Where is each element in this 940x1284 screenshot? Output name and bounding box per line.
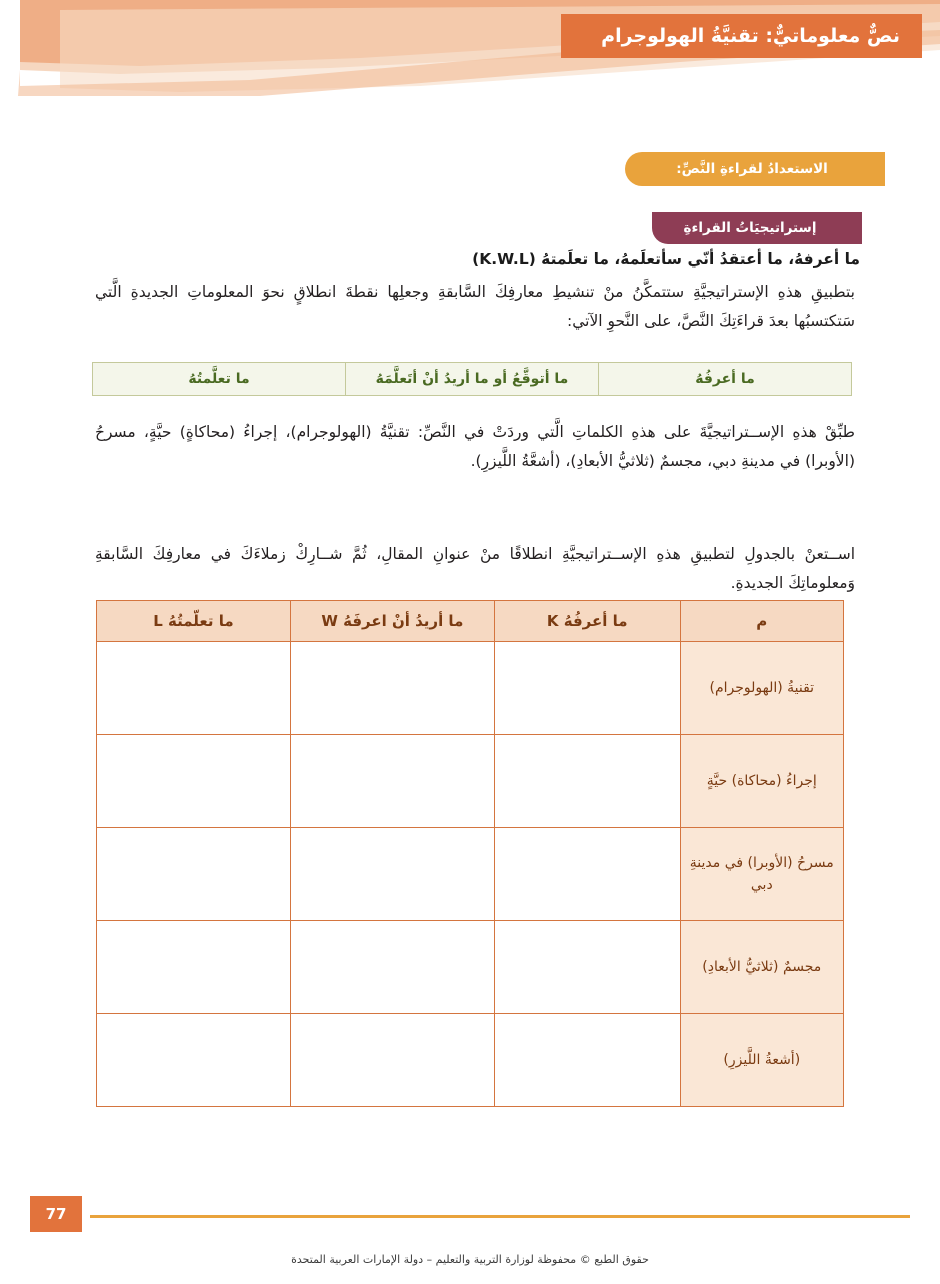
cell-know[interactable] — [494, 735, 680, 828]
row-label: (أشعةُ اللَّيزرِ) — [680, 1014, 843, 1107]
cell-learned[interactable] — [97, 1014, 291, 1107]
cell-want[interactable] — [290, 828, 494, 921]
cell-want[interactable] — [290, 642, 494, 735]
cell-learned[interactable] — [97, 921, 291, 1014]
badge-ready-label: الاستعدادُ لقراءةِ النَّصِّ: — [676, 161, 828, 177]
row-label: مسرحُ (الأوبرا) في مدينةِ دبي — [680, 828, 843, 921]
table-row — [97, 828, 844, 921]
header-cell-index: م — [680, 601, 843, 642]
page-number: 77 — [45, 1205, 67, 1223]
header-cell-want: ما أريدُ أنْ اعرفَهُ W — [290, 601, 494, 642]
paragraph-use-table: اســتعنْ بالجدولِ لتطبيقِ هذهِ الإســتراتيجيَّةِ انطلاقًا منْ عنوانِ المقالِ، ثُمَّ شــارِكْ زملاءَكَ في معارفِكَ السَّابقةِ وَمعلوماتِكَ الجديدةِ. — [95, 545, 855, 592]
strip-cell-known: ما أعرفُهُ — [599, 363, 852, 396]
badge-strategies-label: إستراتيجيَاتُ القراءةِ — [683, 220, 817, 236]
paragraph-intro: بتطبيقِ هذهِ الإستراتيجيَّةِ ستتمكَّنُ منْ تنشيطِ معارفِكَ السَّابقةِ وجعلِها نقطةَ انطلاقٍ نحوَ المعلوماتِ الجديدةِ الَّتي سَتكتسبُها بعدَ قراءَتِكَ النَّصَّ، على النَّحوِ الآتي: — [95, 283, 855, 330]
cell-know[interactable] — [494, 642, 680, 735]
cell-learned[interactable] — [97, 642, 291, 735]
cell-know[interactable] — [494, 921, 680, 1014]
table-row — [97, 1014, 844, 1107]
header-cell-know: ما أعرفُهُ K — [494, 601, 680, 642]
row-label: إجراءُ (محاكاة) حيَّةٍ — [680, 735, 843, 828]
page-title: نصٌّ معلوماتيٌّ: تقنيَّةُ الهولوجرام — [601, 25, 900, 47]
row-label: مجسمٌ (ثلاثيُّ الأبعادِ) — [680, 921, 843, 1014]
cell-want[interactable] — [290, 1014, 494, 1107]
strip-cell-learned: ما تعلَّمتُهُ — [93, 363, 346, 396]
table-row — [97, 735, 844, 828]
page-number-badge — [30, 1196, 82, 1232]
table-row — [93, 363, 852, 396]
cell-know[interactable] — [494, 828, 680, 921]
page-header — [0, 0, 940, 100]
cell-learned[interactable] — [97, 828, 291, 921]
strategy-strip-table — [92, 362, 852, 396]
footer-divider — [90, 1215, 910, 1218]
cell-know[interactable] — [494, 1014, 680, 1107]
cell-learned[interactable] — [97, 735, 291, 828]
status-badge-ready — [625, 152, 885, 186]
header-cell-learned: ما تعلّمتُهُ L — [97, 601, 291, 642]
kwl-worksheet-table — [96, 600, 844, 1107]
row-label: تقنيةُ (الهولوجرام) — [680, 642, 843, 735]
strip-cell-want: ما أتوقَّعُ أو ما أريدُ أنْ أتَعلَّمَهُ — [346, 363, 599, 396]
table-row — [97, 642, 844, 735]
kwl-heading: ما أعرفهُ، ما أعتقدُ أنّي سأتعلَمهُ، ما تعلَمتهُ (K.W.L) — [472, 250, 860, 268]
cell-want[interactable] — [290, 921, 494, 1014]
header-title-tab — [561, 14, 922, 58]
paragraph-apply-words: طبِّقْ هذهِ الإســتراتيجيَّةَ على هذهِ الكلماتِ الَّتي وردَتْ في النَّصِّ: تقنيَّةُ (الهولوجرام)، إجراءُ (محاكاةٍ) حيَّةٍ، مسرحُ (الأوبرا) في مدينةِ دبي، مجسمٌ (ثلاثيُّ الأبعادِ)، (أشعَّةُ اللَّيزرِ). — [95, 423, 855, 470]
copyright-notice: حقوق الطبع © محفوظة لوزارة التربية والتعليم – دولة الإمارات العربية المتحدة — [291, 1253, 649, 1266]
status-badge-strategies — [652, 212, 862, 244]
cell-want[interactable] — [290, 735, 494, 828]
table-header-row — [97, 601, 844, 642]
table-row — [97, 921, 844, 1014]
